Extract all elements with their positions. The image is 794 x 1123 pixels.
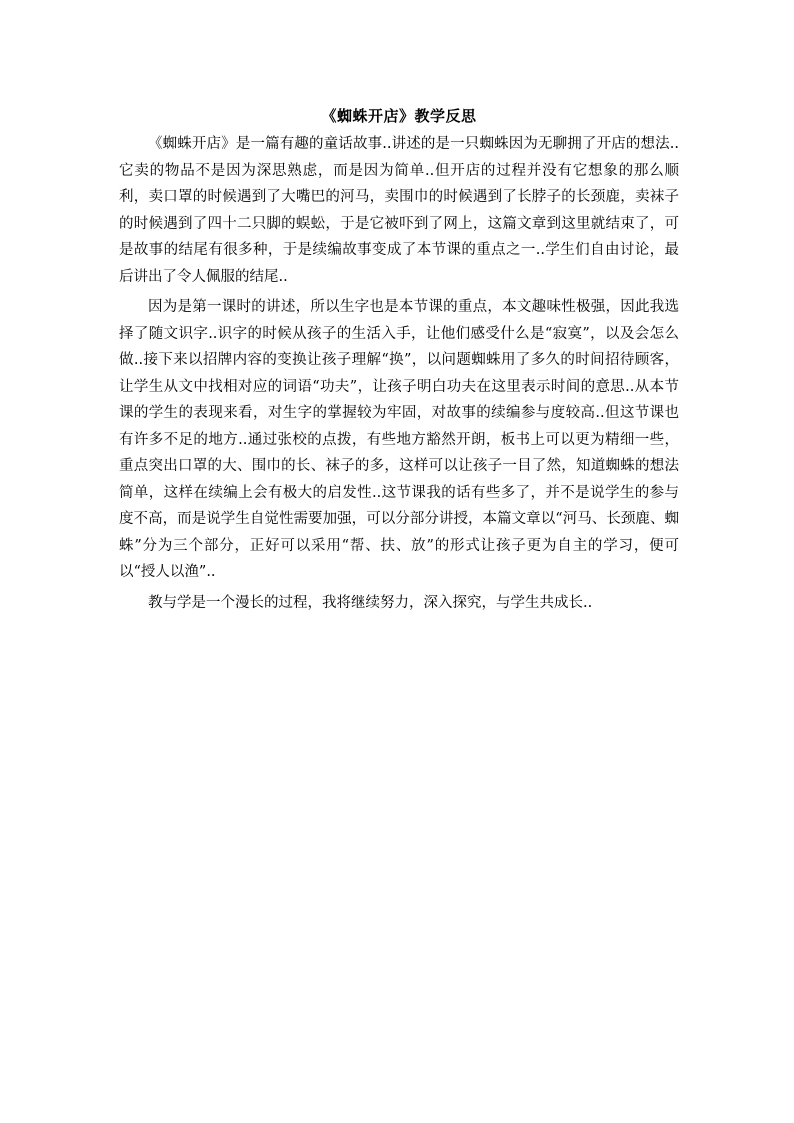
paragraph-3: 教与学是一个漫长的过程，我将继续努力，深入探究，与学生共成长.. xyxy=(148,594,593,611)
paragraph-2: 因为是第一课时的讲述，所以生字也是本节课的重点，本文趣味性极强，因此我选择了随文识字..识字的时候从孩子的生活入手，让他们感受什么是“寂寞”，以及会怎么做..接下来以招牌内容的变换让孩子理解“换”，以问题蜘蛛用了多久的时间招待顾客，让学生从文中找相对应的词语“功夫”，让孩子明白功夫在这里表示时间的意思..从本节课的学生的表现来看，对生字的掌握较为牢固，对故事的续编参与度较高..但这节课也有许多不足的地方..通过张校的点拨，有些地方豁然开朗，板书上可以更为精细一些，重点突出口罩的大、围巾的长、袜子的多，这样可以让孩子一目了然，知道蜘蛛的想法简单，这样在续编上会有极大的启发性..这节课我的话有些多了，并不是说学生的参与度不高，而是说学生自觉性需要加强，可以分部分讲授，本篇文章以“河马、长颈鹿、蜘蛛”分为三个部分，正好可以采用“帮、扶、放”的形式让孩子更为自主的学习，便可以“授人以渔”.. xyxy=(119,299,679,580)
document-title: 《蜘蛛开店》教学反思 xyxy=(321,107,477,125)
paragraph-1: 《蜘蛛开店》是一篇有趣的童话故事..讲述的是一只蜘蛛因为无聊拥了开店的想法..它卖的物品不是因为深思熟虑，而是因为简单..但开店的过程并没有它想象的那么顺利，卖口罩的时候遇到了大嘴巴的河马，卖围巾的时候遇到了长脖子的长颈鹿，卖袜子的时候遇到了四十二只脚的蜈蚣，于是它被吓到了网上，这篇文章到这里就结束了，可是故事的结尾有很多种，于是续编故事变成了本节课的重点之一..学生们自由讨论，最后讲出了令人佩服的结尾.. xyxy=(119,136,679,285)
document-body xyxy=(119,103,679,620)
